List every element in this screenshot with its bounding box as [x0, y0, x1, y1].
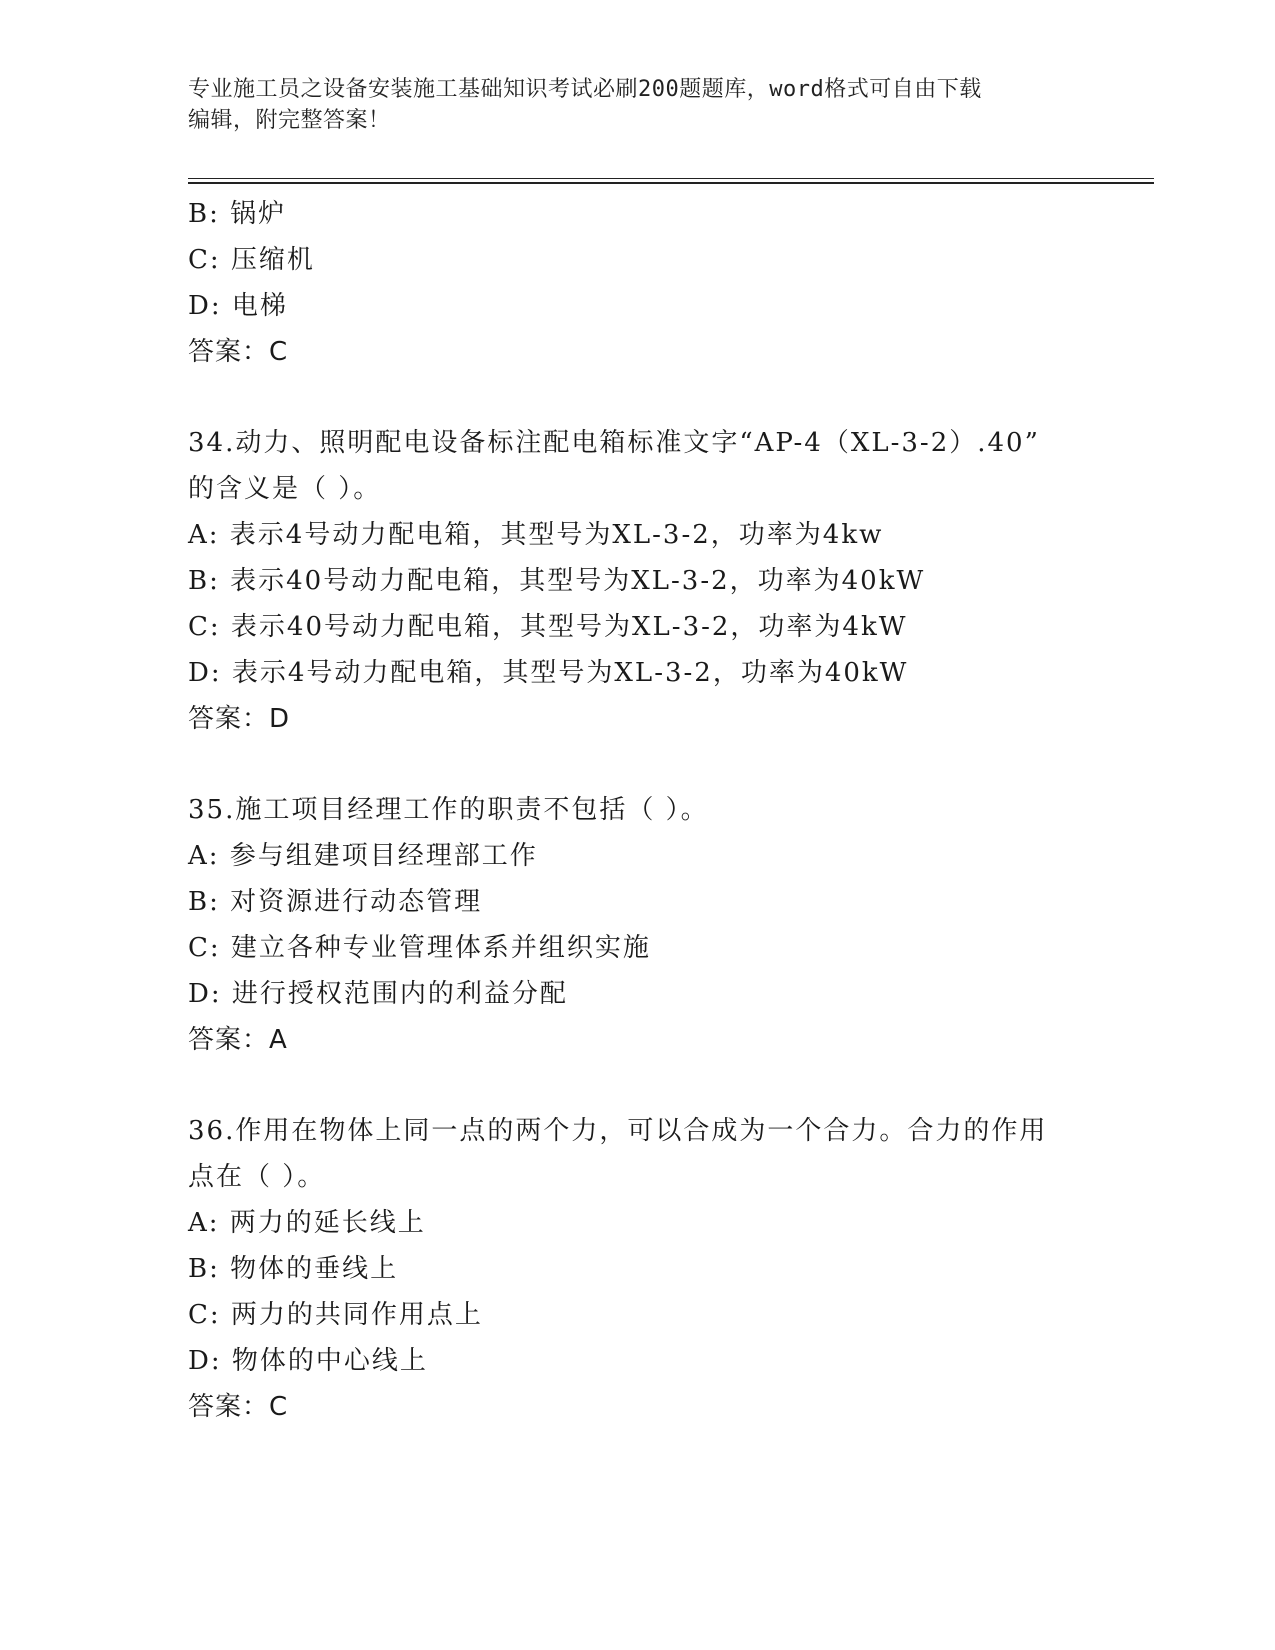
question-spacer [188, 1063, 1148, 1108]
q34-option-d: D: 表示4号动力配电箱，其型号为XL-3-2，功率为40kW [188, 658, 909, 688]
q34-stem-line-1: 34.动力、照明配电设备标注配电箱标准文字“AP-4（XL-3-2）.40” [188, 428, 1040, 458]
q33-option-b: B: 锅炉 [188, 199, 287, 229]
q35-option-d: D: 进行授权范围内的利益分配 [188, 979, 568, 1009]
header-divider-thin [188, 178, 1154, 179]
question-35 [188, 787, 1148, 1063]
q36-stem-line-1: 36.作用在物体上同一点的两个力，可以合成为一个合力。合力的作用 [188, 1116, 1048, 1146]
q35-option-a: A: 参与组建项目经理部工作 [188, 841, 538, 871]
q35-option-b: B: 对资源进行动态管理 [188, 887, 483, 917]
question-33 [188, 191, 1148, 375]
q33-option-c: C: 压缩机 [188, 245, 315, 275]
question-spacer [188, 375, 1148, 420]
header-line-2: 编辑，附完整答案！ [188, 108, 391, 133]
q36-option-c: C: 两力的共同作用点上 [188, 1300, 483, 1330]
question-34 [188, 420, 1148, 742]
question-36 [188, 1108, 1148, 1430]
q33-answer: 答案：C [188, 337, 289, 367]
document-header [188, 74, 1088, 136]
header-divider-thick [188, 182, 1154, 184]
q34-stem-line-2: 的含义是（ ）。 [188, 474, 382, 504]
q36-stem-line-2: 点在（ ）。 [188, 1162, 326, 1192]
q35-answer: 答案：A [188, 1025, 288, 1055]
q34-answer: 答案：D [188, 704, 291, 734]
q34-option-b: B: 表示40号动力配电箱，其型号为XL-3-2，功率为40kW [188, 566, 926, 596]
q36-option-b: B: 物体的垂线上 [188, 1254, 399, 1284]
question-spacer [188, 742, 1148, 787]
header-line-1: 专业施工员之设备安装施工基础知识考试必刷200题题库，word格式可自由下载 [188, 77, 982, 102]
q34-option-a: A: 表示4号动力配电箱，其型号为XL-3-2，功率为4kw [188, 520, 884, 550]
q36-answer: 答案：C [188, 1392, 289, 1422]
q35-stem-line-1: 35.施工项目经理工作的职责不包括（ ）。 [188, 795, 709, 825]
q34-option-c: C: 表示40号动力配电箱，其型号为XL-3-2，功率为4kW [188, 612, 908, 642]
q36-option-a: A: 两力的延长线上 [188, 1208, 426, 1238]
q33-option-d: D: 电梯 [188, 291, 288, 321]
q35-option-c: C: 建立各种专业管理体系并组织实施 [188, 933, 651, 963]
q36-option-d: D: 物体的中心线上 [188, 1346, 428, 1376]
question-list [188, 191, 1148, 1430]
